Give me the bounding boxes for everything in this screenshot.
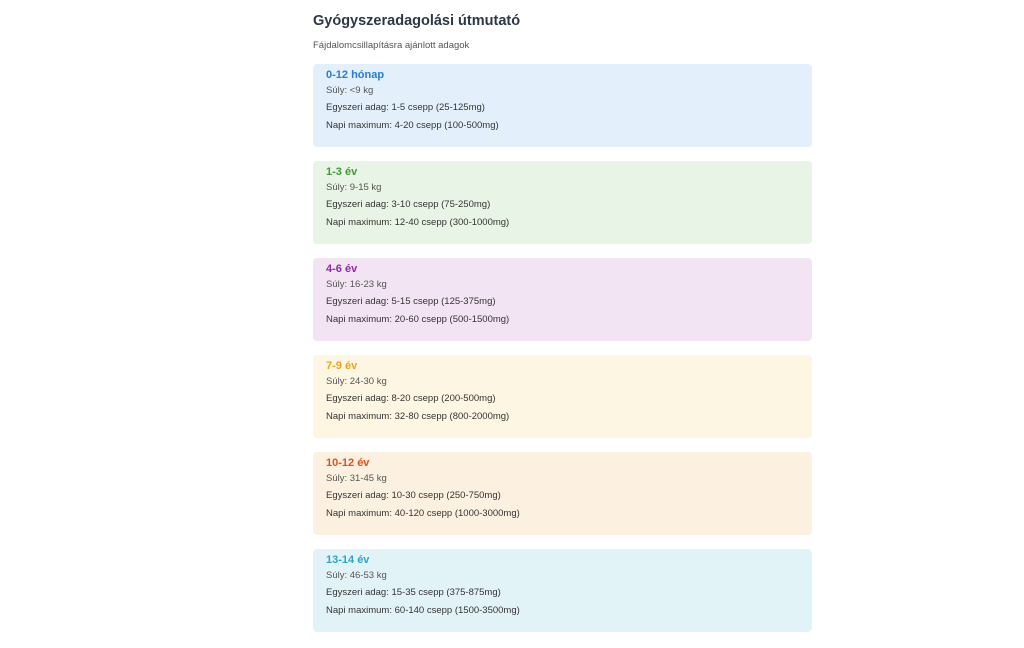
dosage-card-1-3-years xyxy=(313,161,812,244)
weight-range: Súly: 31-45 kg xyxy=(326,473,387,484)
daily-maximum: Napi maximum: 20-60 csepp (500-1500mg) xyxy=(326,313,510,325)
single-dose: Egyszeri adag: 10-30 csepp (250-750mg) xyxy=(326,490,501,501)
page-title: Gyógyszeradagolási útmutató xyxy=(313,13,521,29)
age-group-title: 1-3 év xyxy=(326,166,358,178)
age-group-title: 10-12 év xyxy=(326,457,370,469)
dosage-card-7-9-years xyxy=(313,355,812,438)
single-dose: Egyszeri adag: 15-35 csepp (375-875mg) xyxy=(326,587,501,598)
single-dose: Egyszeri adag: 1-5 csepp (25-125mg) xyxy=(326,102,485,113)
age-group-title: 7-9 év xyxy=(326,360,358,372)
age-group-title: 13-14 év xyxy=(326,554,370,566)
single-dose: Egyszeri adag: 5-15 csepp (125-375mg) xyxy=(326,296,496,307)
weight-range: Súly: 16-23 kg xyxy=(326,279,387,290)
daily-maximum: Napi maximum: 32-80 csepp (800-2000mg) xyxy=(326,410,510,422)
single-dose: Egyszeri adag: 3-10 csepp (75-250mg) xyxy=(326,199,491,210)
weight-range: Súly: 24-30 kg xyxy=(326,376,387,387)
age-group-title: 4-6 év xyxy=(326,263,358,275)
dosage-guide xyxy=(313,0,812,646)
weight-range: Súly: <9 kg xyxy=(326,85,374,96)
age-group-title: 0-12 hónap xyxy=(326,69,385,81)
weight-range: Súly: 9-15 kg xyxy=(326,182,382,193)
single-dose: Egyszeri adag: 8-20 csepp (200-500mg) xyxy=(326,393,496,404)
daily-maximum: Napi maximum: 40-120 csepp (1000-3000mg) xyxy=(326,507,520,519)
daily-maximum: Napi maximum: 12-40 csepp (300-1000mg) xyxy=(326,216,510,228)
dosage-card-10-12-years xyxy=(313,452,812,535)
dosage-card-4-6-years xyxy=(313,258,812,341)
daily-maximum: Napi maximum: 4-20 csepp (100-500mg) xyxy=(326,119,499,131)
daily-maximum: Napi maximum: 60-140 csepp (1500-3500mg) xyxy=(326,604,520,616)
dosage-card-list xyxy=(313,64,812,632)
dosage-card-13-14-years xyxy=(313,549,812,632)
weight-range: Súly: 46-53 kg xyxy=(326,570,387,581)
dosage-card-0-12-months xyxy=(313,64,812,147)
page-subtitle: Fájdalomcsillapításra ajánlott adagok xyxy=(313,40,470,51)
